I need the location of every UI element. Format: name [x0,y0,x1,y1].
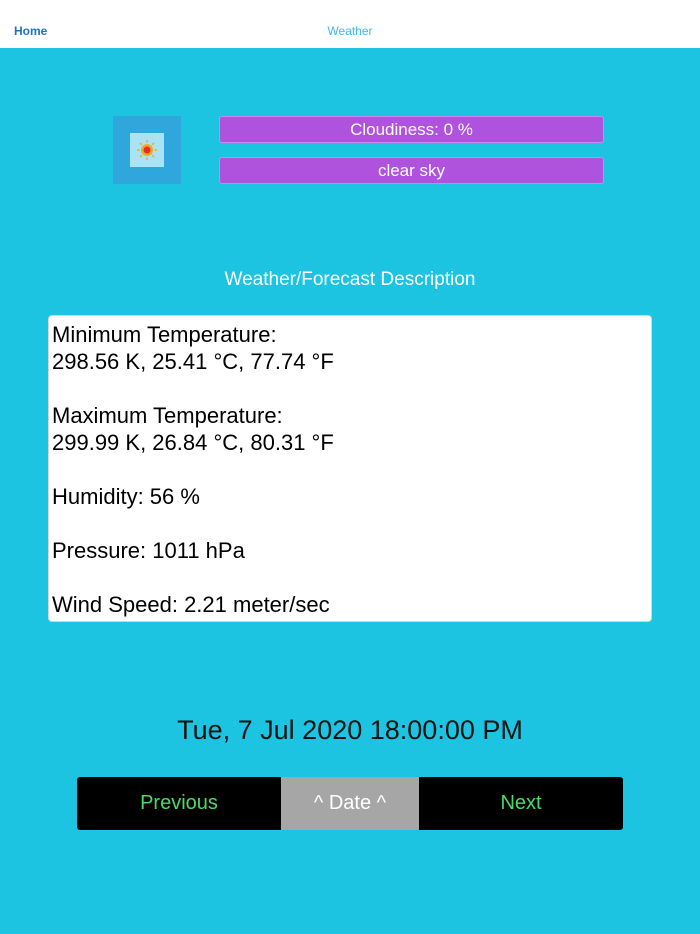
spacer [52,510,651,537]
spacer [52,456,651,483]
spacer [52,564,651,591]
weather-icon-frame [130,133,164,167]
forecast-details-textbox[interactable] [48,315,652,622]
sun-icon [130,133,164,167]
min-temp-label: Minimum Temperature: [52,322,277,347]
date-button[interactable]: ^ Date ^ [281,777,419,830]
humidity-line: Humidity: 56 % [52,484,200,509]
weather-icon-tile [113,116,181,184]
next-button[interactable]: Next [419,777,623,830]
cloudiness-label: Cloudiness: 0 % [219,116,604,143]
min-temp-value: 298.56 K, 25.41 °C, 77.74 °F [52,349,334,374]
home-back-button[interactable]: Home [14,24,48,38]
spacer [52,375,651,402]
nav-title: Weather [327,24,373,38]
pressure-line: Pressure: 1011 hPa [52,538,245,563]
max-temp-value: 299.99 K, 26.84 °C, 80.31 °F [52,430,334,455]
date-time-label: Tue, 7 Jul 2020 18:00:00 PM [177,715,523,745]
wind-speed-line: Wind Speed: 2.21 meter/sec [52,592,330,617]
section-title: Weather/Forecast Description [224,269,476,290]
navigation-bar [0,0,700,48]
max-temp-label: Maximum Temperature: [52,403,283,428]
weather-description-label: clear sky [219,157,604,184]
previous-button[interactable]: Previous [77,777,281,830]
